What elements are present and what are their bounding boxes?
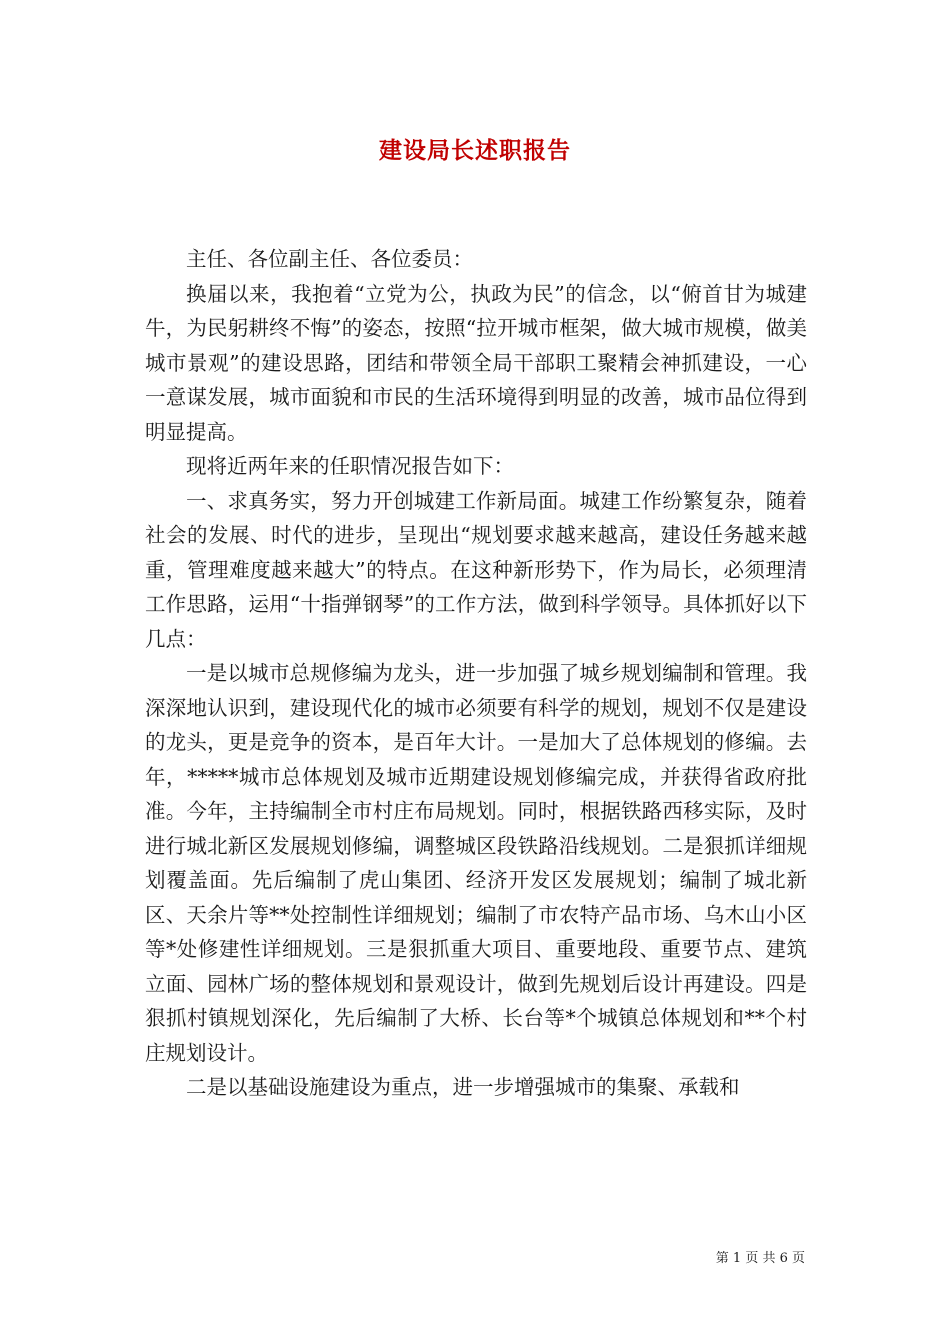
page-number-footer: 第 1 页 共 6 页 — [715, 1251, 805, 1266]
infrastructure-paragraph: 二是以基础设施建设为重点，进一步增强城市的集聚、承载和 — [186, 1075, 740, 1099]
section-one-paragraph: 一、求真务实，努力开创城建工作新局面。城建工作纷繁复杂，随着社会的发展、时代的进步，呈现出“规划要求越来越高，建设任务越来越重，管理难度越来越大”的特点。在这种新形势下，作为局长，必须理清工作思路，运用“十指弹钢琴”的工作方法，做到科学领导。具体抓好以下几点： — [145, 488, 807, 651]
salutation-paragraph: 主任、各位副主任、各位委员： — [186, 247, 473, 271]
intro-paragraph: 换届以来，我抱着“立党为公，执政为民”的信念，以“俯首甘为城建牛，为民躬耕终不悔”的姿态，按照“拉开城市框架，做大城市规模，做美城市景观”的建设思路，团结和带领全局干部职工聚精会神抓建设，一心一意谋发展，城市面貌和市民的生活环境得到明显的改善，城市品位得到明显提高。 — [145, 281, 807, 444]
planning-paragraph: 一是以城市总规修编为龙头，进一步加强了城乡规划编制和管理。我深深地认识到，建设现代化的城市必须要有科学的规划，规划不仅是建设的龙头，更是竞争的资本，是百年大计。一是加大了总体规划的修编。去年，*****城市总体规划及城市近期建设规划修编完成，并获得省政府批准。今年，主持编制全市村庄布局规划。同时，根据铁路西移实际，及时进行城北新区发展规划修编，调整城区段铁路沿线规划。二是狠抓详细规划覆盖面。先后编制了虎山集团、经济开发区发展规划；编制了城北新区、天余片等**处控制性详细规划；编制了市农特产品市场、乌木山小区等*处修建性详细规划。三是狠抓重大项目、重要地段、重要节点、建筑立面、园林广场的整体规划和景观设计，做到先规划后设计再建设。四是狠抓村镇规划深化，先后编制了大桥、长台等*个城镇总体规划和**个村庄规划设计。 — [145, 661, 807, 1065]
document-title: 建设局长述职报告 — [379, 137, 571, 164]
document-body — [145, 242, 807, 1105]
report-lead-paragraph: 现将近两年来的任职情况报告如下： — [186, 454, 514, 478]
